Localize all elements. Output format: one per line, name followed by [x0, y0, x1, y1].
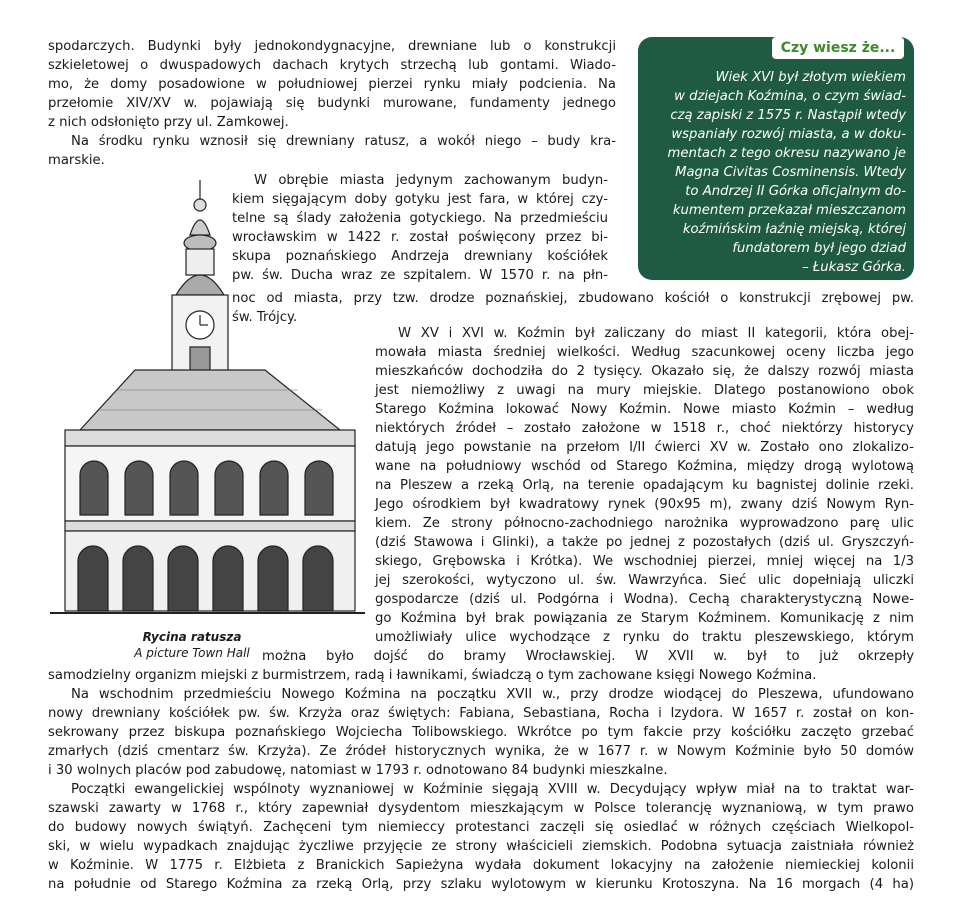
- text-line: go Koźmina był brak powiązania ze Starym Koźminem. Komunikację z nim: [375, 611, 914, 626]
- text-line: telne są ślady założenia gotyckiego. Na przedmieściu: [232, 211, 608, 226]
- text-line: zmarłych (dziś cmentarz św. Krzyża). Ze źródeł historycznych wynika, że w 1677 r. w Nowym Koźminie było 50 domów: [48, 744, 914, 759]
- text-line: na południe od Starego Koźmina za rzeką Orlą, przy szlaku wylotowym w kierunku Krotoszyna. Na 16 morgach (4 ha): [48, 877, 914, 892]
- town-hall-engraving: [40, 175, 370, 625]
- text-line: (dziś Stawowa i Glinki), a także po jednej z pozostałych (dziś ul. Gryszczyń-: [375, 535, 914, 550]
- text-line: pw. św. Ducha wraz ze szpitalem. W 1570 r. na płn-: [232, 268, 608, 283]
- text-line: niektórych źródeł – zostało założone w 1518 r., choć niektórzy historycy: [375, 421, 914, 436]
- text-line: kiem sięgającym doby gotyku jest fara, w której czy-: [232, 192, 608, 207]
- text-line: wane na południowy wschód od Starego Koźmina, między drogą wylotową: [375, 459, 914, 474]
- text-line: marskie.: [48, 153, 105, 168]
- text-line: sekrowany przez biskupa poznańskiego Wojciecha Tolibowskiego. Wkrótce po tym fakcie przy kościółku zaczęto grzebać: [48, 725, 914, 740]
- text-line: gospodarcze (dziś ul. Podgórna i Wodna). Cechą charakterystyczną Nowe-: [375, 592, 914, 607]
- text-line: W XV i XVI w. Koźmin był zaliczany do miast II kategorii, która obej-: [398, 326, 914, 341]
- text-line: Początki ewangelickiej wspólnoty wyznaniowej w Koźminie sięgają XVIII w. Decydujący wpływ miał na to traktat war-: [71, 782, 914, 797]
- text-line: szkieletowej o dwuspadowych dachach krytych strzechą lub gontami. Wiado-: [48, 58, 616, 73]
- text-line: skupa poznańskiego Andrzeja drewniany kościółek: [232, 249, 608, 264]
- text-line: umożliwiały ulice wychodzące z rynku do traktu pleszewskiego, którym: [375, 630, 914, 645]
- text-line: ski, w wielu wypadkach znajdując życzliwe przyjęcie ze strony właścicieli ziemskich. Podobna sytuacja zaistniała również: [48, 839, 914, 854]
- sidebar-line: – Łukasz Górka.: [802, 260, 906, 275]
- text-line: Jego ośrodkiem był kwadratowy rynek (90x95 m), zwany dziś Nowym Ryn-: [375, 497, 914, 512]
- text-line: kiem. Ze strony północno-zachodniego narożnika wyprowadzono parę ulic: [375, 516, 914, 531]
- sidebar-line: Wiek XVI był złotym wiekiem: [715, 70, 906, 85]
- text-line: jest niemożliwy z uwagi na mury miejskie. Dlatego postanowiono obok: [375, 383, 914, 398]
- figure-caption-en: A picture Town Hall: [134, 646, 250, 660]
- sidebar-line: koźmińskim łaźnię miejską, której: [682, 222, 906, 237]
- sidebar-line: Magna Civitas Cosminensis. Wtedy: [675, 165, 906, 180]
- text-line: datują jego powstanie na przełom I/II ćwierci XV w. Zostało ono zlokalizo-: [375, 440, 914, 455]
- sidebar-line: w dziejach Koźmina, o czym świad-: [674, 89, 906, 104]
- sidebar-line: to Andrzej II Górka oficjalnym do-: [685, 184, 906, 199]
- sidebar-line: fundatorem był jego dziad: [732, 241, 906, 256]
- text-line: można było dojść do bramy Wrocławskiej. W XVII w. był to już okrzepły: [262, 649, 914, 664]
- text-line: noc od miasta, przy tzw. drodze poznańskiej, zbudowano kościół o konstrukcji zrębowej pw.: [232, 291, 914, 306]
- text-line: skiego, Grębowska i Krótka). We wschodniej pierzei, mniej więcej na 1/3: [375, 554, 914, 569]
- text-line: i 30 wolnych placów pod zabudowę, natomiast w 1793 r. odnotowano 84 budynki mieszkalne.: [48, 763, 668, 778]
- text-line: z nich odsłonięto przy ul. Zamkowej.: [48, 115, 289, 130]
- text-line: do budowy nowych świątyń. Zachęceni tym niemieccy protestanci zaczęli się osiedlać w różnych częściach Wielkopol-: [48, 820, 914, 835]
- text-line: Na wschodnim przedmieściu Nowego Koźmina na początku XVII w., przy drodze wiodącej do Pleszewa, ufundowano: [71, 687, 914, 702]
- text-line: Na środku rynku wznosił się drewniany ratusz, a wokół niego – budy kra-: [71, 134, 616, 149]
- text-line: jej szerokości, wytyczono ul. św. Wawrzyńca. Sieć ulic dopełniają uliczki: [375, 573, 914, 588]
- did-you-know-title: Czy wiesz że...: [772, 37, 904, 59]
- text-line: Starego Koźmina lokować Nowy Koźmin. Nowe miasto Koźmin – według: [375, 402, 914, 417]
- text-line: przełomie XIV/XV w. pojawiają się budynki murowane, fundamenty jednego: [48, 96, 616, 111]
- text-line: nowy drewniany kościółek pw. św. Krzyża oraz świętych: Fabiana, Sebastiana, Rocha i Izydora. W 1657 r. został on kon-: [48, 706, 914, 721]
- text-line: samodzielny organizm miejski z burmistrzem, radą i ławnikami, świadczą o tym zachowane księgi Nowego Koźmina.: [48, 668, 817, 683]
- sidebar-line: kumentem przekazał mieszczanom: [672, 203, 906, 218]
- text-line: wrocławskim w 1422 r. został poświęcony przez bi-: [232, 230, 608, 245]
- text-line: w Koźminie. W 1775 r. Elżbieta z Branickich Sapieżyna wydała dokument lokacyjny na założenie niemieckiej kolonii: [48, 858, 914, 873]
- text-line: szawski zawarty w 1768 r., który zapewniał dysydentom mieszkającym w Polsce tolerancję wyznaniową, w tym prawo: [48, 801, 914, 816]
- text-line: mo, że domy posadowione w południowej pierzei rynku miały podcienia. Na: [48, 77, 616, 92]
- text-line: mowała miasta średniej wielkości. Według szacunkowej oceny liczba jego: [375, 345, 914, 360]
- text-line: św. Trójcy.: [232, 310, 298, 325]
- sidebar-line: mentach z tego okresu nazywano je: [667, 146, 906, 161]
- figure-caption-pl: Rycina ratusza: [142, 630, 242, 644]
- sidebar-line: czą zapiski z 1575 r. Nastąpił wtedy: [670, 108, 906, 123]
- text-line: mieszkańców dochodziła do 2 tysięcy. Okazało się, że dalszy rozwój miasta: [375, 364, 914, 379]
- text-line: W obrębie miasta jedynym zachowanym budyn-: [254, 173, 608, 188]
- text-line: na Pleszew a rzeką Orlą, na terenie opadającym ku bagnistej dolinie rzeki.: [375, 478, 914, 493]
- sidebar-line: wspaniały rozwój miasta, a w doku-: [671, 127, 906, 142]
- text-line: spodarczych. Budynki były jednokondygnacyjne, drewniane lub o konstrukcji: [48, 39, 616, 54]
